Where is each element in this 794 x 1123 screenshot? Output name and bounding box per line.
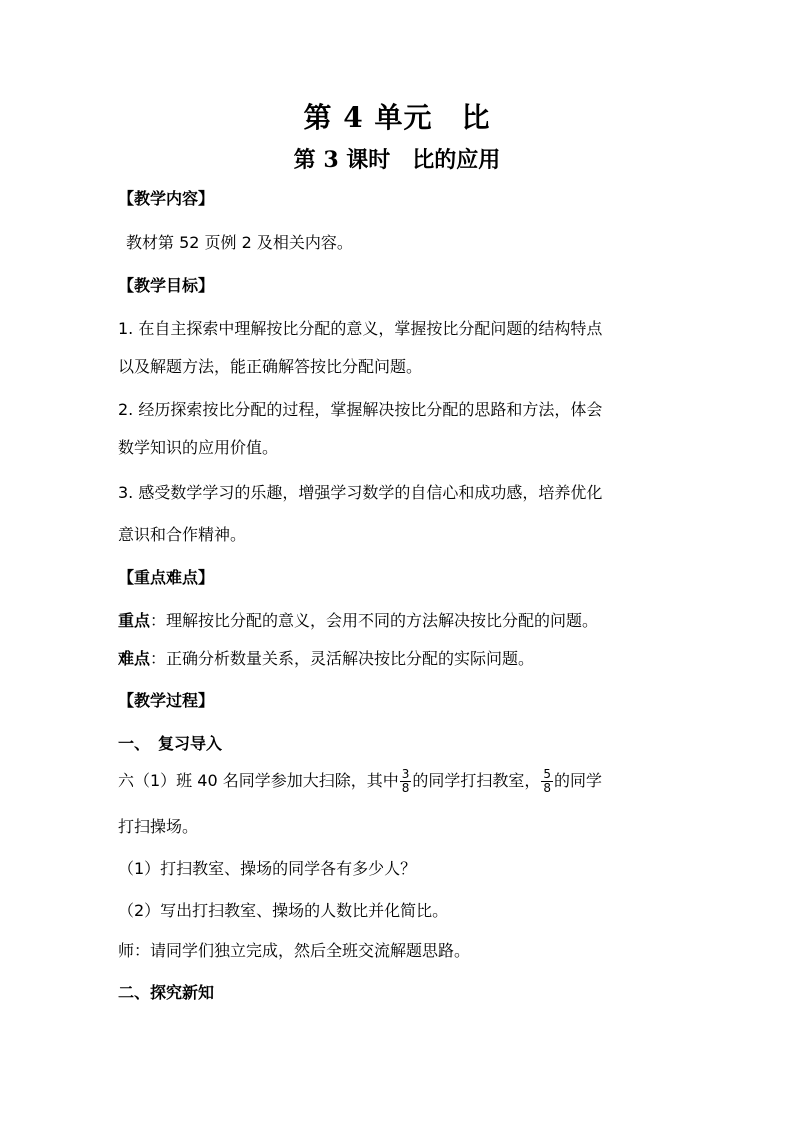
process-heading: 【教学过程】 xyxy=(118,691,215,710)
difficulty-label: 难点 xyxy=(118,649,151,668)
key-point-line xyxy=(118,610,598,632)
content-text: 教材第 52 页例 2 及相关内容。 xyxy=(126,233,353,252)
explore-heading: 二、探究新知 xyxy=(118,983,215,1002)
goal-3-line-2: 意识和合作精神。 xyxy=(118,525,247,544)
fraction-five-eighths: $\frac{5}{8}$ xyxy=(543,767,552,795)
goal-2-line-2: 数学知识的应用价值。 xyxy=(118,438,279,457)
lesson-subtitle: 第 3 课时 比的应用 xyxy=(293,147,501,173)
goals-heading: 【教学目标】 xyxy=(118,276,215,295)
question-2: （2）写出打扫教室、操场的人数比并化简比。 xyxy=(118,901,449,920)
key-point-label: 重点 xyxy=(118,611,151,630)
review-heading: 一、 复习导入 xyxy=(118,734,223,753)
goal-2-line-1: 2. 经历探索按比分配的过程，掌握解决按比分配的思路和方法，体会 xyxy=(118,400,603,419)
fraction-three-eighths: $\frac{3}{8}$ xyxy=(401,767,410,795)
problem-part-3: 的同学 xyxy=(554,771,603,790)
key-point-text: ：理解按比分配的意义，会用不同的方法解决按比分配的问题。 xyxy=(150,611,599,630)
question-1: （1）打扫教室、操场的同学各有多少人？ xyxy=(118,859,417,878)
keypoints-heading: 【重点难点】 xyxy=(118,568,215,587)
problem-part-2: 的同学打扫教室， xyxy=(412,771,541,790)
goal-1-line-2: 以及解题方法，能正确解答按比分配问题。 xyxy=(118,357,423,376)
teacher-note: 师：请同学们独立完成，然后全班交流解题思路。 xyxy=(118,941,471,960)
difficulty-text: ：正确分析数量关系，灵活解决按比分配的实际问题。 xyxy=(150,649,535,668)
problem-part-1: 六（1）班 40 名同学参加大扫除，其中 xyxy=(118,771,399,790)
unit-title: 第 4 单元 比 xyxy=(303,101,491,134)
problem-line-1 xyxy=(118,768,602,795)
problem-line-2: 打扫操场。 xyxy=(118,817,199,836)
goal-3-line-1: 3. 感受数学学习的乐趣，增强学习数学的自信心和成功感，培养优化 xyxy=(118,483,603,502)
content-heading: 【教学内容】 xyxy=(118,189,215,208)
difficulty-line xyxy=(118,648,534,670)
goal-1-line-1: 1. 在自主探索中理解按比分配的意义，掌握按比分配问题的结构特点 xyxy=(118,319,603,338)
